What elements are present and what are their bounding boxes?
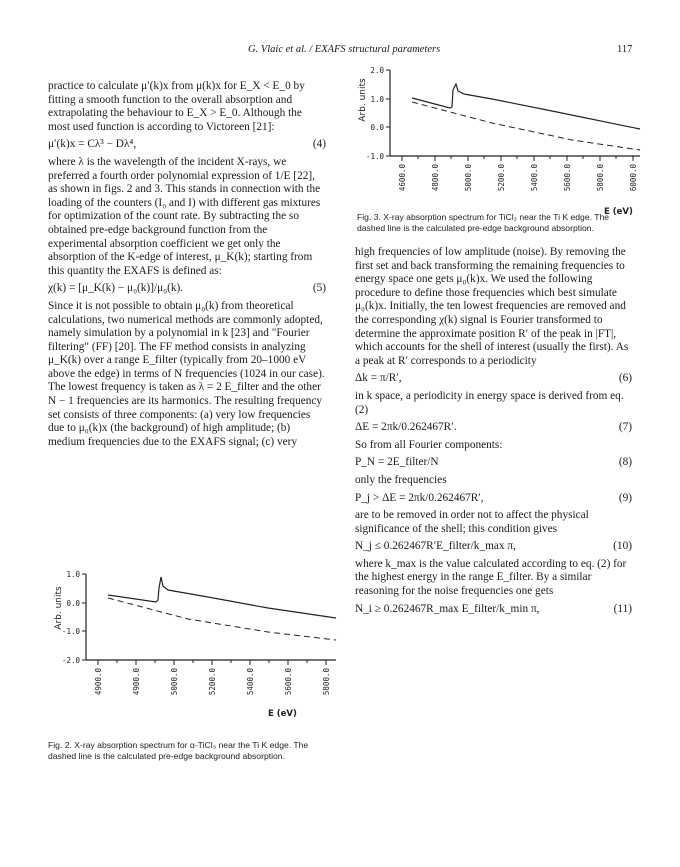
x-tick-label: 4900.0 <box>132 668 141 696</box>
figure-2-plot <box>48 566 338 721</box>
y-tick-label: -1.0 <box>365 152 384 161</box>
figure-2 <box>48 566 338 721</box>
y-tick-label: -1.0 <box>61 627 80 636</box>
equation-expression: N_j ≤ 0.262467R′E_filter/k_max π, <box>355 540 516 553</box>
x-ticks <box>402 156 633 161</box>
x-tick-label: 5800.0 <box>322 668 331 696</box>
x-tick-label: 5800.0 <box>596 164 605 192</box>
equation-number: (6) <box>618 372 632 385</box>
x-tick-label: 5200.0 <box>208 668 217 696</box>
equation-number: (7) <box>618 421 632 434</box>
x-tick-label: 5400.0 <box>246 668 255 696</box>
paragraph: are to be removed in order not to affect the physical significance of the shell; this condition gives <box>355 509 589 535</box>
equation-number: (5) <box>312 282 326 295</box>
equation-4 <box>48 138 326 152</box>
pre-edge-background-dashed-line <box>108 598 336 640</box>
x-axis-label: E (eV) <box>604 207 633 217</box>
figure-2-caption: Fig. 2. X-ray absorption spectrum for α-TiCl₃ near the Ti K edge. The dashed line is the calculated pre-edge background absorption. <box>48 740 309 761</box>
page-number: 117 <box>617 44 633 55</box>
running-title: G. Vlaic et al. / EXAFS structural parameters <box>248 44 441 55</box>
x-tick-label: 4600.0 <box>398 164 407 192</box>
y-tick-label: 2.0 <box>370 66 384 75</box>
figure-3-caption: Fig. 3. X-ray absorption spectrum for TiCl₂ near the Ti K edge. The dashed line is the calculated pre-edge background absorption. <box>357 212 610 233</box>
x-tick-label: 5600.0 <box>284 668 293 696</box>
equation-expression: Δk = π/R′, <box>355 372 402 385</box>
x-ticks <box>98 660 326 665</box>
paragraph: in k space, a periodicity in energy space is derived from eq. (2) <box>355 389 624 416</box>
equation-5 <box>48 282 326 296</box>
figure-3 <box>352 62 642 217</box>
page-header <box>0 44 680 60</box>
equation-expression: χ(k) = [μ_K(k) − μ₀(k)]/μ₀(k). <box>48 282 184 295</box>
x-axis-label: E (eV) <box>268 709 297 719</box>
pre-edge-background-dashed-line <box>412 102 640 150</box>
x-tick-label: 5600.0 <box>563 164 572 192</box>
equation-number: (10) <box>613 540 632 553</box>
figure-3-plot <box>352 62 642 217</box>
paragraph: Since it is not possible to obtain μ₀(k) from theoretical calculations, two numerical methods are commonly adopted, namely simulation by a polynomial in k [23] and "Fourier filtering" (FF) [20]. The FF method consists in analyzing μ_K(k) over a range E_filter (typically from 20–1000 eV above the edge) in terms of N frequencies (1024 in our case). The lowest frequency is taken as λ = 2 E_filter and the other N − 1 frequencies are its harmonics. The resulting frequency set consists of three components: (a) very low frequencies due to μ₀(k)x (the background) of high amplitude; (b) medium frequencies due to the EXAFS signal; (c) very <box>48 299 325 448</box>
absorption-spectrum-line <box>412 84 640 129</box>
y-tick-label: 0.0 <box>66 599 80 608</box>
x-tick-label: 5400.0 <box>530 164 539 192</box>
equation-expression: P_N = 2E_filter/N <box>355 456 439 469</box>
paragraph: high frequencies of low amplitude (noise). By removing the first set and back transforming the remaining frequencies to energy space one gets μ₀(k)x. We used the following procedure to define those frequencies which best simulate μ₀(k)x. Initially, the ten lowest frequencies are removed and the corresponding χ(k) signal is Fourier transformed to determine the approximate position R′ of the peak in |FT|, which accounts for the shell of interest (usually the first). As a peak at R′ corresponds to a periodicity <box>355 246 629 367</box>
paragraph: where λ is the wavelength of the incident X-rays, we preferred a fourth order polynomial expression of 1/E [22], as shown in figs. 2 and 3. This stands in connection with the loading of the counters (I₀ and I) with different gas mixtures for optimization of the count rate. By subtracting the so obtained pre-edge background function from the experimental absorption coefficient we get only the absorption of the K-edge of interest, μ_K(k); starting from this quantity the EXAFS is defined as: <box>48 155 321 277</box>
equation-9 <box>355 492 632 506</box>
y-axis-label: Arb. units <box>358 78 368 122</box>
equation-11 <box>355 603 632 617</box>
y-tick-label: 0.0 <box>370 123 384 132</box>
paragraph: So from all Fourier components: <box>355 438 503 451</box>
equation-10 <box>355 540 632 554</box>
equation-expression: N_i ≥ 0.262467R_max E_filter/k_min π, <box>355 602 540 615</box>
y-axis-label: Arb. units <box>54 586 64 630</box>
right-column <box>355 246 632 620</box>
paragraph: where k_max is the value calculated according to eq. (2) for the highest energy in the range E_filter. By a similar reasoning for the noise frequencies one gets <box>355 557 627 598</box>
equation-number: (8) <box>618 456 632 469</box>
equation-expression: ΔE = 2πk/0.262467R′. <box>355 421 457 434</box>
y-ticks <box>386 70 390 156</box>
equation-expression: μ′(k)x = Cλ³ − Dλ⁴, <box>48 138 137 151</box>
y-tick-label: 1.0 <box>370 95 384 104</box>
left-column <box>48 80 326 449</box>
y-tick-label: 1.0 <box>66 570 80 579</box>
absorption-spectrum-line <box>108 577 336 618</box>
x-tick-label: 4800.0 <box>431 164 440 192</box>
equation-expression: P_j > ΔE = 2πk/0.262467R′, <box>355 491 484 504</box>
x-tick-label: 6000.0 <box>629 164 638 192</box>
equation-number: (11) <box>613 602 632 615</box>
paragraph: only the frequencies <box>355 473 447 486</box>
x-tick-label: 4900.0 <box>94 668 103 696</box>
x-tick-label: 5000.0 <box>464 164 473 192</box>
equation-7 <box>355 421 632 435</box>
y-tick-label: -2.0 <box>61 656 80 665</box>
equation-6 <box>355 372 632 386</box>
equation-number: (9) <box>618 491 632 504</box>
x-tick-label: 5200.0 <box>497 164 506 192</box>
x-tick-label: 5000.0 <box>170 668 179 696</box>
equation-number: (4) <box>312 138 326 151</box>
equation-8 <box>355 456 632 470</box>
paragraph: practice to calculate μ′(k)x from μ(k)x for E_X < E_0 by fitting a smooth function to the overall absorption and extrapolating the behaviour to E_X > E_0. Although the most used function is according to Victoreen [21]: <box>48 80 305 133</box>
